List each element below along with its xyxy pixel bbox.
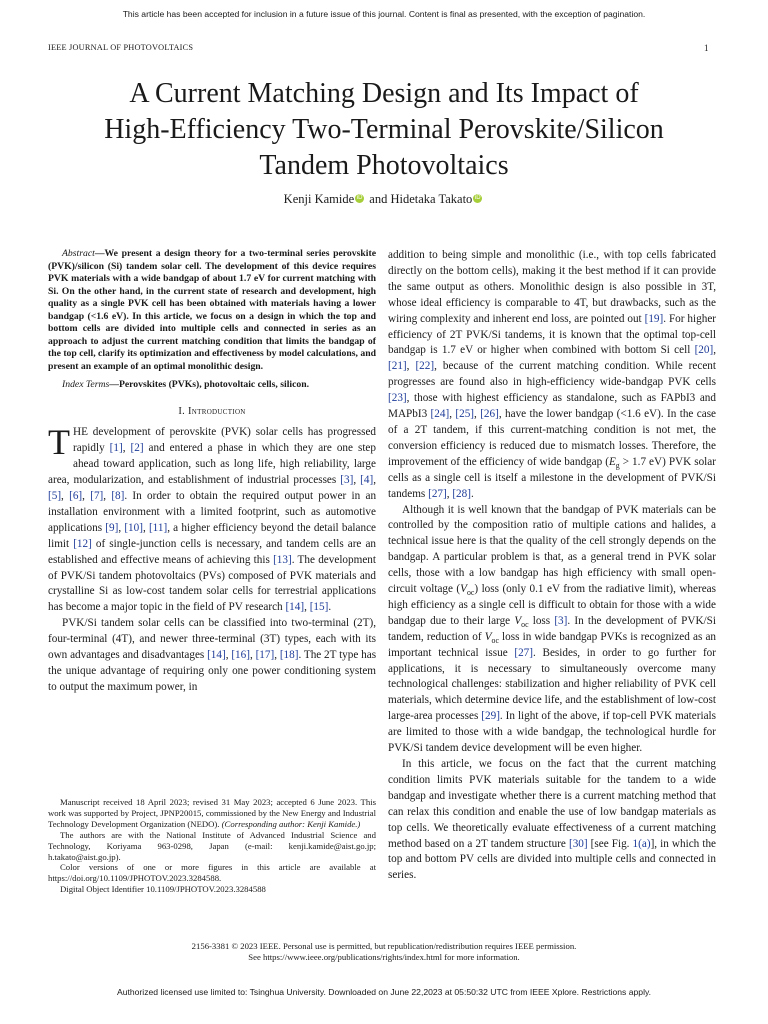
text-run: . For higher efficiency of 2T PVK/Si tandems, it is known that the optimal top-cell bandgap is 1.7 eV or higher when combined with bottom Si cell — [388, 312, 717, 357]
text-run: , those with highest efficiency as standalone, such as FAPbI3 and MAPbI3 — [388, 392, 716, 421]
text-run: loss — [528, 614, 555, 627]
text-run: loss in wide bandgap PVKs is recognized as an important technical issue — [388, 630, 716, 659]
intro-paragraph-2 — [48, 616, 376, 696]
left-column — [48, 248, 376, 696]
voc-subscript: oc — [521, 620, 529, 630]
section-number: I. — [178, 405, 186, 417]
citation-link[interactable]: [29] — [481, 710, 500, 723]
text-run: > 1.7 eV) PVK solar cells as a single cell is itself a milestone in the development of PVK/Si tandems — [388, 455, 716, 500]
text-run: , — [449, 408, 456, 421]
abstract — [48, 248, 376, 373]
page-number: 1 — [704, 43, 709, 53]
citation-link[interactable]: [22] — [415, 360, 435, 373]
eg-symbol: E — [608, 455, 616, 468]
text-run: and entered a phase in which they are one step ahead toward application, such as long life, high reliability, large area, modularization, and establishment of industrial processes — [48, 442, 376, 487]
voc-symbol: V — [460, 583, 467, 596]
citation-link[interactable]: [13] — [273, 553, 292, 566]
text-run: , — [61, 490, 70, 503]
drop-cap: T — [48, 422, 70, 463]
index-terms-text: —Perovskites (PVKs), photovoltaic cells, silicon. — [109, 379, 310, 390]
citation-link[interactable]: [17] — [255, 649, 275, 662]
text-run: , because of the current matching condition. While recent progresses are found also in high-efficiency wide-bandgap PVK cells — [388, 360, 717, 389]
citation-link[interactable]: [30] — [568, 837, 588, 850]
right-column — [388, 248, 716, 884]
citation-link[interactable]: [24] — [430, 408, 450, 421]
text-run: , — [474, 408, 481, 421]
title-line-3: Tandem Photovoltaics — [259, 150, 509, 181]
abstract-text: —We present a design theory for a two-terminal series perovskite (PVK)/silicon (Si) tandem solar cell. The development of this device requires PVK materials with a wide bandgap of about 1.7 eV for current matching with Si. On the other hand, in the current state of research and development, high quality as a single PVK cell has been obtained with materials having a lower bandgap (<1.6 eV). In this article, we focus on a design in which the top and bottom cells are divided into multiple cells and connected in series as an approach to adjust the current matching condition that limits the bandgap of the top cell, clarify its optimization and effectiveness by model calculations, and present an example of an optimal monolithic design. — [48, 248, 377, 372]
index-terms-label: Index Terms — [62, 379, 110, 390]
citation-link[interactable]: [18] — [279, 649, 299, 662]
citation-link[interactable]: [28] — [452, 487, 471, 500]
corresponding-author: (Corresponding author: Kenji Kamide.) — [221, 818, 361, 829]
text-run: . The development of PVK/Si tandem photovoltaics (PVs) composed of PVK materials and crystalline Si as low-cost tandem solar cells for terrestrial applications has become a major topic in the field of PV research — [48, 553, 376, 614]
text-run: PVK/Si tandem solar cells can be classified into two-terminal (2T), four-terminal (4T), and newer three-terminal (3T) types, each with its own advantages and disadvantages — [48, 617, 376, 662]
citation-link[interactable]: [26] — [480, 408, 499, 421]
citation-link[interactable]: [7] — [90, 490, 104, 503]
voc-subscript: oc — [491, 635, 499, 645]
citation-link[interactable]: [15] — [309, 601, 329, 614]
citation-link[interactable]: [1] — [109, 442, 123, 455]
intro-paragraph-4 — [388, 503, 716, 758]
text-run: , — [406, 360, 416, 373]
text-run: Although it is well known that the bandgap of PVK materials can be controlled by the composition ratio of multiple cations and halides, a technical issue here is that the quality of the cell strongly depends on the bandgap. A particular problem is that, as a general trend in PVK solar cells, those with a low bandgap has high efficiency with small open-circuit voltage ( — [388, 503, 716, 596]
author-line — [0, 192, 768, 207]
citation-link[interactable]: [3] — [340, 474, 354, 487]
text-run: , — [713, 344, 716, 357]
author-separator: and — [366, 192, 391, 206]
citation-link[interactable]: [9] — [105, 521, 119, 534]
text-run: , — [304, 601, 310, 614]
footnote-manuscript — [48, 797, 376, 830]
citation-link[interactable]: [27] — [514, 646, 533, 659]
text-run: . — [328, 601, 332, 614]
text-run: , — [225, 649, 232, 662]
footnote-doi: Digital Object Identifier 10.1109/JPHOTOV.2023.3284588 — [60, 884, 266, 895]
citation-link[interactable]: [14] — [207, 649, 226, 662]
text-run: , — [82, 490, 91, 503]
citation-link[interactable]: [10] — [124, 521, 143, 534]
citation-link[interactable]: [14] — [285, 601, 305, 614]
text-run: ], in which the top and bottom PV cells are divided into multiple cells and connected in series. — [388, 837, 717, 882]
citation-link[interactable]: [2] — [130, 442, 144, 455]
citation-link[interactable]: [8] — [111, 490, 125, 503]
figure-link[interactable]: 1(a) — [632, 837, 651, 850]
citation-link[interactable]: [3] — [554, 614, 568, 627]
footnote-affiliation: The authors are with the National Institute of Advanced Industrial Science and Technology, Koriyama 963-0298, Japan (e-mail: kenji.kamide@aist.go.jp; h.takato@aist.go.jp). — [48, 829, 376, 862]
copyright-line-2: See https://www.ieee.org/publications/rights/index.html for more information. — [248, 952, 520, 962]
journal-running-head: IEEE JOURNAL OF PHOTOVOLTAICS — [48, 43, 194, 52]
text-run: . In the development of PVK/Si tandem, reduction of — [388, 614, 716, 643]
text-run: , — [103, 490, 112, 503]
citation-link[interactable]: [19] — [644, 312, 664, 325]
orcid-icon[interactable]: iD — [474, 195, 481, 201]
text-run: , — [353, 474, 361, 487]
citation-link[interactable]: [12] — [73, 537, 92, 550]
citation-link[interactable]: [23] — [388, 392, 407, 405]
text-run: . In light of the above, if top-cell PVK materials are limited to those with a wide bandgap, the technological hurdle for PVK/Si tandem device development will be even higher. — [388, 710, 716, 755]
text-run: , — [249, 649, 256, 662]
citation-link[interactable]: [16] — [231, 649, 250, 662]
text-run: , have the lower bandgap (<1.6 eV). In the case of a 2T tandem, if this current-matching condition is not met, the conversion efficiency is reduced due to mismatch losses. Therefore, the improvement of the efficiency of wide bandgap ( — [388, 408, 717, 468]
text-run: , — [122, 442, 131, 455]
citation-link[interactable]: [20] — [694, 344, 714, 357]
title-line-1: A Current Matching Design and Its Impact of — [129, 78, 639, 109]
citation-link[interactable]: [5] — [48, 490, 62, 503]
citation-link[interactable]: [11] — [148, 521, 168, 534]
text-run: [see Fig. — [587, 837, 633, 850]
paper-title — [40, 76, 728, 184]
author-1: Kenji Kamide — [283, 192, 355, 206]
acceptance-notice: This article has been accepted for inclusion in a future issue of this journal. Content is final as presented, with the exception of pagination. — [122, 9, 646, 19]
text-run: . In order to obtain the required output power in an installation environment with a limited footprint, such as automotive applications — [48, 490, 377, 534]
text-run: , — [274, 649, 280, 662]
orcid-icon[interactable]: iD — [356, 195, 363, 201]
intro-paragraph-1 — [48, 422, 377, 616]
copyright-notice — [0, 941, 768, 963]
text-run: . — [470, 487, 474, 500]
section-title: Introduction — [188, 405, 246, 417]
citation-link[interactable]: [4] — [360, 474, 374, 487]
voc-subscript: oc — [467, 588, 475, 598]
intro-paragraph-3 — [388, 248, 716, 503]
section-heading — [48, 404, 376, 420]
footnote-color-versions: Color versions of one or more figures in this article are available at https://doi.org/10.1109/JPHOTOV.2023.3284588. — [48, 862, 376, 884]
text-run: HE development of perovskite (PVK) solar cells has progressed rapidly — [73, 426, 376, 455]
citation-link[interactable]: [25] — [455, 408, 475, 421]
citation-link[interactable]: [6] — [69, 490, 83, 503]
abstract-label: Abstract — [62, 248, 95, 259]
authorized-use-notice: Authorized licensed use limited to: Tsinghua University. Downloaded on June 22,2023 at 05:50:32 UTC from IEEE Xplore. Restrictions apply. — [116, 987, 652, 997]
index-terms — [48, 379, 376, 392]
title-line-2: High-Efficiency Two-Terminal Perovskite/Silicon — [104, 114, 664, 145]
citation-link[interactable]: [21] — [388, 360, 407, 373]
text-run: , — [446, 487, 453, 500]
text-run: addition to being simple and monolithic (i.e., with top cells fabricated directly on the bottom cells), making it the best method if it can provide the same output as others. Monolithic design is also possible in 3T, whose ideal efficiency is comparable to 4T, but drawbacks, such as the wiring complexity and inherent end loss, are pointed out — [388, 249, 716, 325]
citation-link[interactable]: [27] — [428, 487, 447, 500]
footnotes — [48, 797, 376, 895]
text-run: , a higher efficiency beyond the detail balance limit — [48, 521, 377, 550]
text-run: , — [118, 521, 125, 534]
text-run: , — [142, 521, 149, 534]
text-run: ) loss (only 0.1 eV from the radiative limit), whereas high efficiency as a single cell is difficult to obtain for those with a wide bandgap due to their large — [388, 583, 716, 627]
text-run: In this article, we focus on the fact that the current matching condition limits PVK materials suitable for the tandem to a wide bandgap and investigate whether there is a current matching method that can relax this condition and enable the use of low bandgap materials as top cells. We theoretically evaluate effectiveness of a current matching method based on a 2T tandem structure — [388, 758, 716, 850]
text-run: , — [373, 474, 376, 487]
voc-symbol: V — [514, 614, 522, 627]
text-run: . The 2T type has the unique advantage of requiring only one power conditioning system to output the maximum power, in — [48, 649, 377, 693]
text-run: of single-junction cells is necessary, and tandem cells are an established and effective means of achieving this — [48, 537, 377, 566]
eg-subscript: g — [615, 461, 620, 471]
footnote-text: Manuscript received 18 April 2023; revised 31 May 2023; accepted 6 June 2023. This work was supported by Project, JPNP20015, commissioned by the New Energy and Industrial Technology Development Organization (NEDO). — [48, 797, 376, 829]
voc-symbol: V — [484, 630, 492, 643]
intro-paragraph-5 — [388, 757, 716, 884]
author-2: Hidetaka Takato — [390, 192, 473, 206]
text-run: . Besides, in order to go further for applications, it is necessary to simultaneously overcome many technological challenges: stabilization and higher reliability of PVK cell materials, which determine device life, and the establishment of low-cost large-area processes — [388, 646, 716, 723]
copyright-line-1: 2156-3381 © 2023 IEEE. Personal use is permitted, but republication/redistribution requires IEEE permission. — [191, 941, 577, 951]
